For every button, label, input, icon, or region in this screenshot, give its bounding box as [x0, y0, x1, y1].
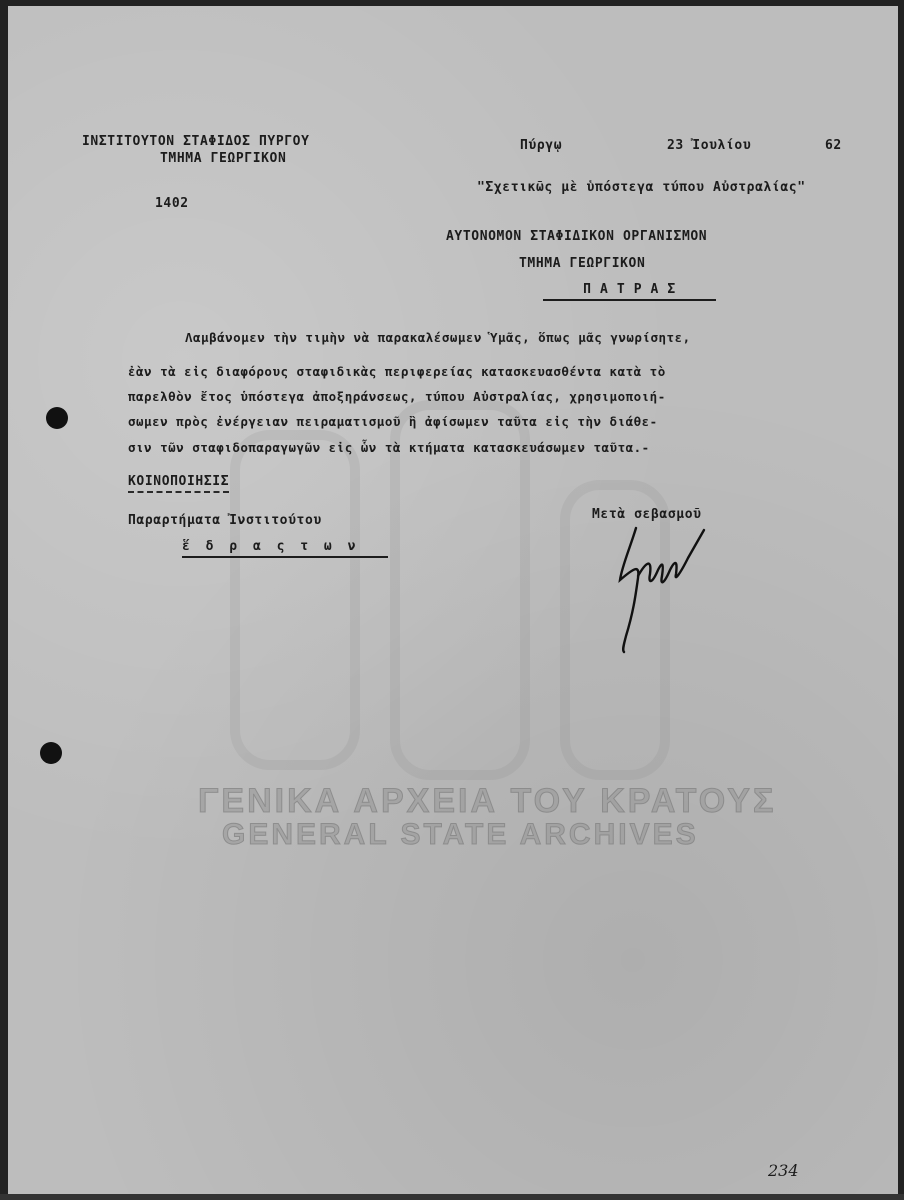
watermark-logo-shape: [390, 400, 530, 780]
body-line: σωμεν πρὸς ἐνέργειαν πειραματισμοῦ ἢ ἀφίσωμεν ταῦτα εἰς τὴν διάθε-: [128, 414, 658, 429]
place: Πύργῳ: [520, 138, 563, 153]
watermark-english: GENERAL STATE ARCHIVES: [222, 818, 699, 851]
subject: "Σχετικῶς μὲ ὑπόστεγα τύπου Αὐστραλίας": [477, 180, 806, 195]
scan-border-left: [0, 0, 8, 1200]
scan-border-right: [898, 0, 904, 1200]
page-number: 234: [768, 1161, 799, 1180]
notification-recipients: Παραρτήματα Ἰνστιτούτου: [128, 513, 322, 528]
body-line: σιν τῶν σταφιδοπαραγωγῶν εἰς ὧν τὰ κτήματα κατασκευάσωμεν ταῦτα.-: [128, 440, 650, 455]
punch-hole: [46, 407, 68, 429]
notification-label: ΚΟΙΝΟΠΟΙΗΣΙΣ: [128, 474, 229, 493]
body-line: παρελθὸν ἔτος ὑπόστεγα ἀποξηράνσεως, τύπου Αὐστραλίας, χρησιμοποιή-: [128, 389, 666, 404]
scan-border-bottom: [0, 1194, 904, 1200]
closing-salutation: Μετὰ σεβασμοῦ: [592, 507, 702, 522]
recipient-department: ΤΜΗΜΑ ΓΕΩΡΓΙΚΟΝ: [519, 256, 646, 271]
handwritten-signature: [600, 518, 720, 658]
scan-border-top: [0, 0, 904, 6]
year: 62: [825, 138, 842, 153]
institute-name: ΙΝΣΤΙΤΟΥΤΟΝ ΣΤΑΦΙΔΟΣ ΠΥΡΓΟΥ: [82, 134, 310, 149]
punch-hole: [40, 742, 62, 764]
watermark-greek: ΓΕΝΙΚΑ ΑΡΧΕΙΑ ΤΟΥ ΚΡΑΤΟΥΣ: [198, 782, 777, 820]
institute-department: ΤΜΗΜΑ ΓΕΩΡΓΙΚΟΝ: [160, 151, 287, 166]
body-line: Λαμβάνομεν τὴν τιμὴν νὰ παρακαλέσωμεν Ὑμᾶς, ὅπως μᾶς γνωρίσητε,: [185, 330, 691, 345]
protocol-number: 1402: [155, 196, 189, 211]
body-line: ἐὰν τὰ εἰς διαφόρους σταφιδικὰς περιφερείας κατασκευασθέντα κατὰ τὸ: [128, 364, 666, 379]
watermark-logo-shape: [230, 430, 360, 770]
recipient-city: Π Α Τ Ρ Α Σ: [543, 282, 716, 301]
recipient-name: ΑΥΤΟΝΟΜΟΝ ΣΤΑΦΙΔΙΚΟΝ ΟΡΓΑΝΙΣΜΟΝ: [446, 229, 708, 244]
notification-recipients-seat: ἕ δ ρ α ς τ ω ν: [182, 539, 388, 558]
date: 23 Ἰουλίου: [667, 138, 752, 153]
